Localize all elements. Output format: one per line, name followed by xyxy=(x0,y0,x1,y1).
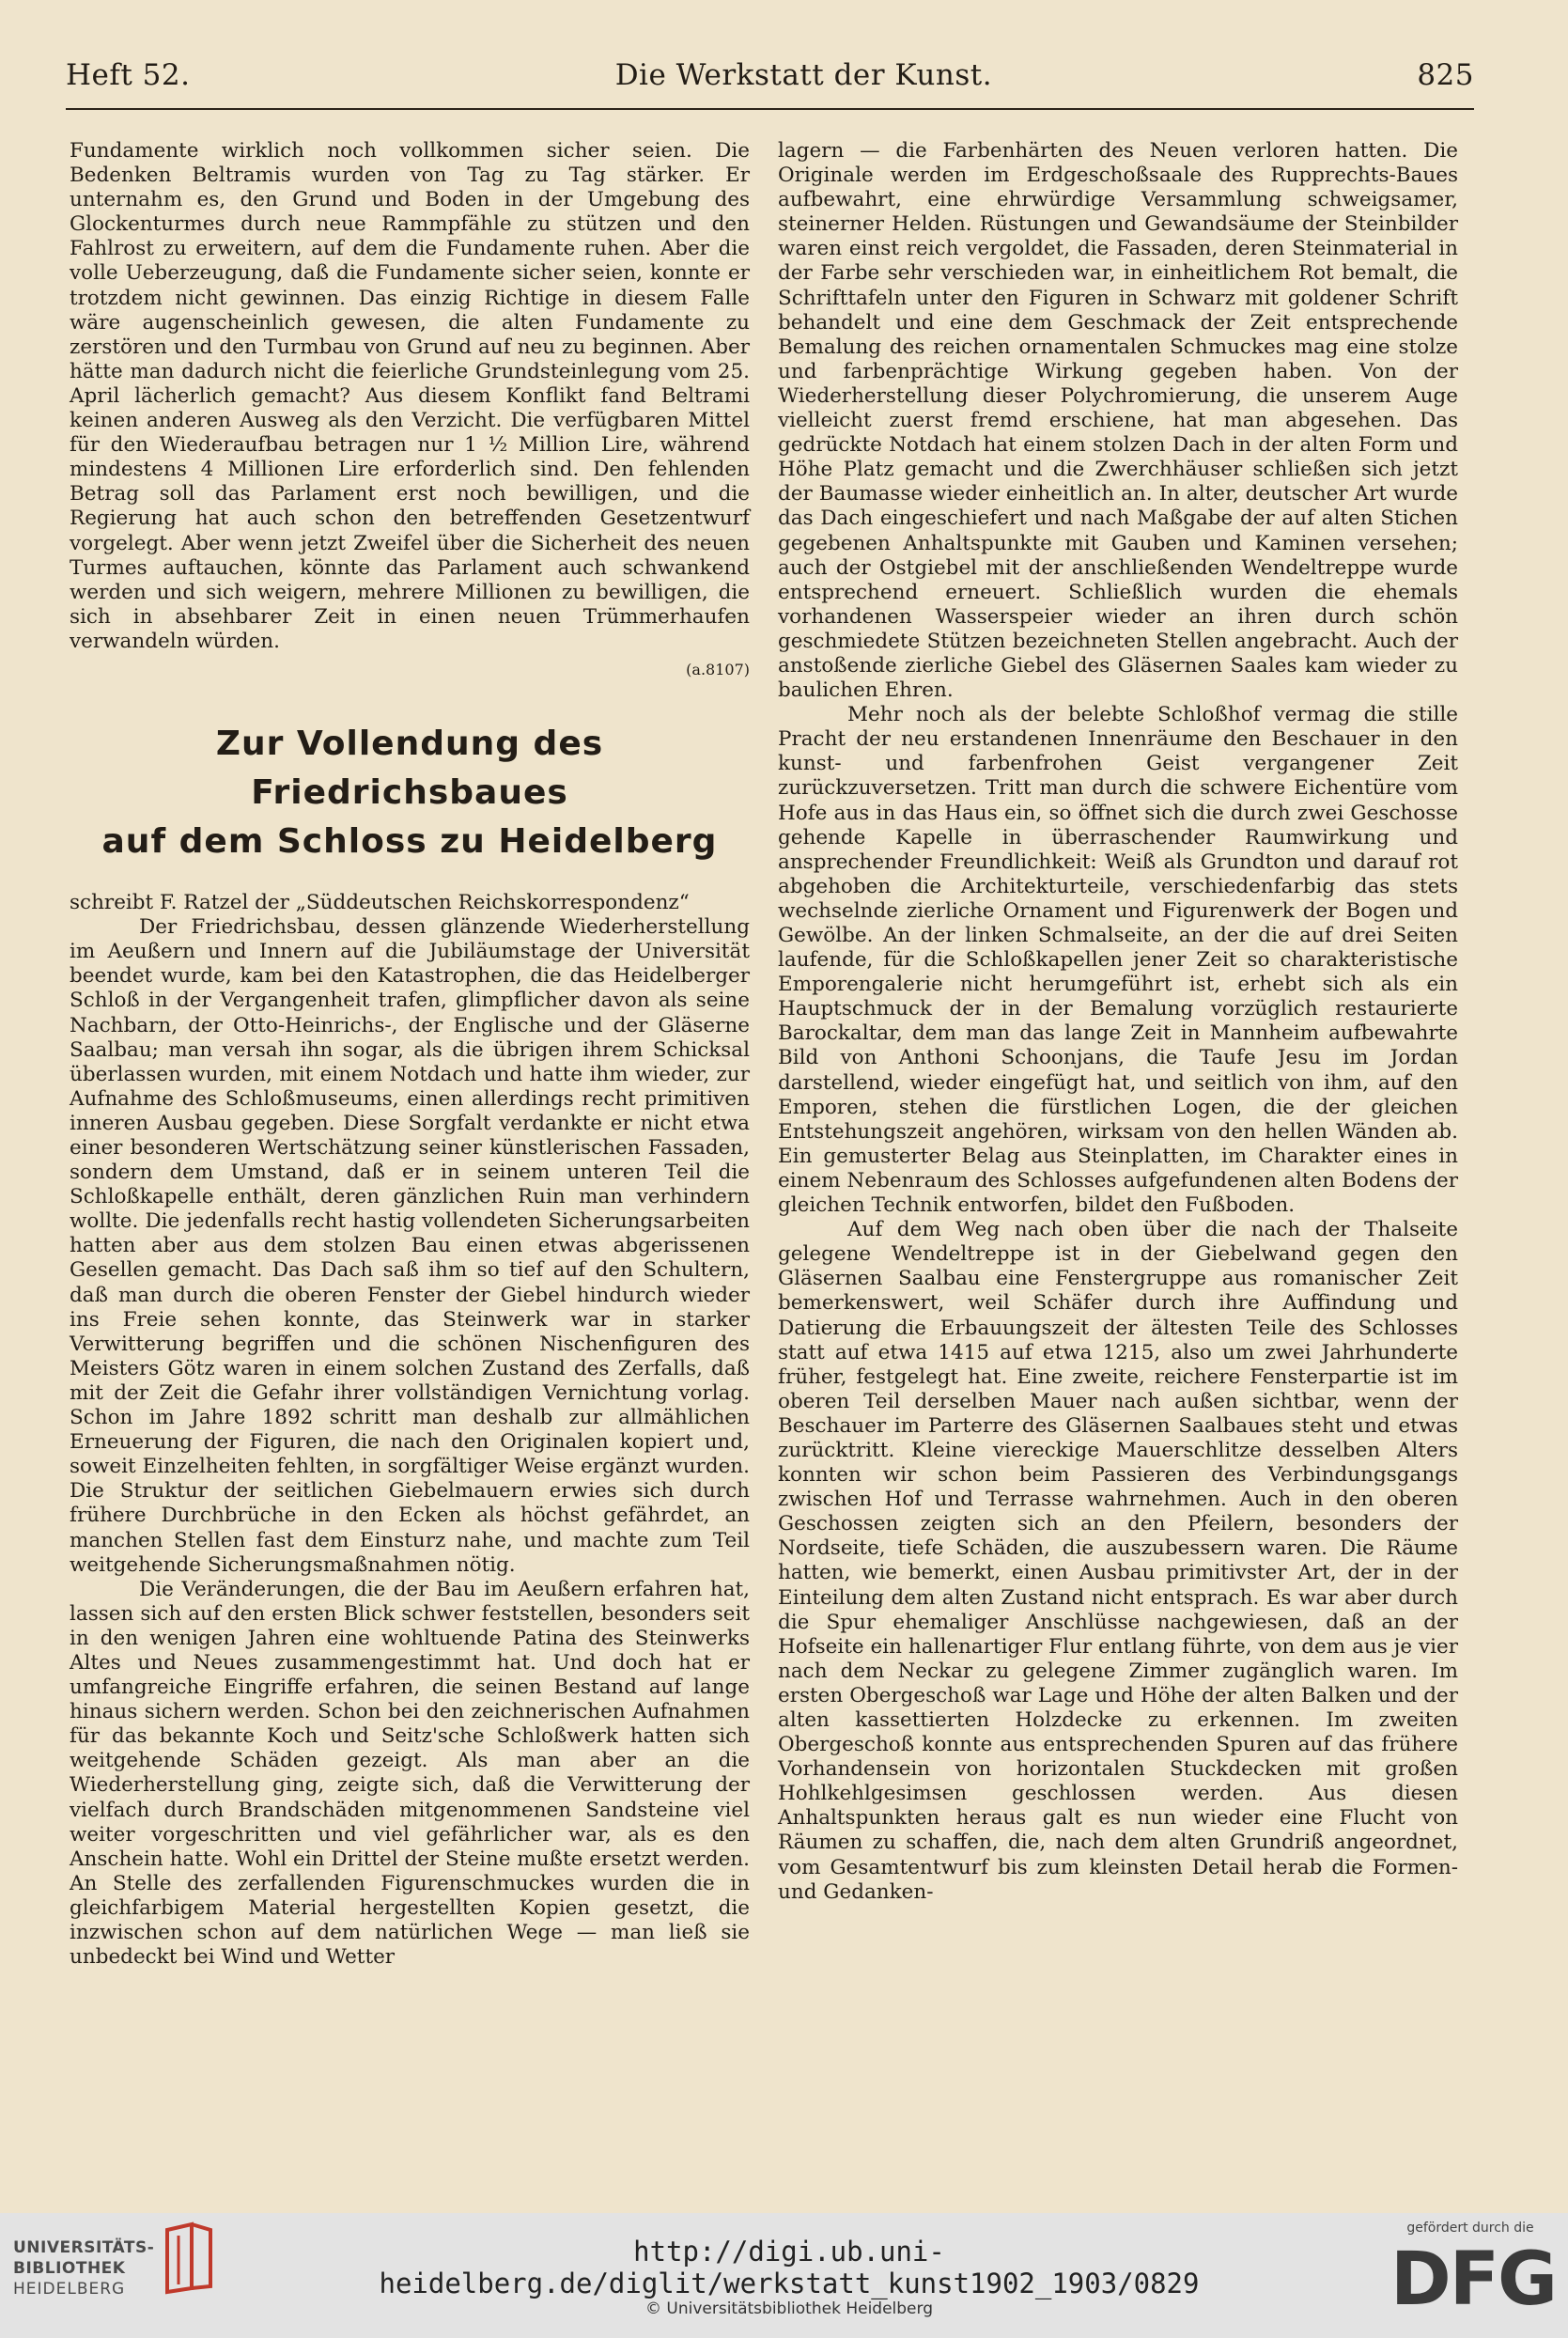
left-column xyxy=(70,139,750,1970)
article-title-line-1: Zur Vollendung des Friedrichsbaues xyxy=(215,725,604,813)
article-title-line-2: auf dem Schloss zu Heidelberg xyxy=(101,822,718,862)
article-paragraph: lagern — die Farbenhärten des Neuen verloren hatten. Die Originale werden im Erdgeschoßsaale des Rupprechts-Baues aufbewahrt, eine ehrwürdige Versammlung schweigsamer, steinerner Helden. Rüstungen und Gewandsäume der Steinbilder waren einst reich vergoldet, die Fassaden, deren Steinmaterial in der Farbe sehr verschieden war, in einheitlichem Rot bemalt, die Schrifttafeln unter den Figuren in Schwarz mit goldener Schrift behandelt und eine dem Geschmack der Zeit entsprechende Bemalung des reichen ornamentalen Schmuckes mag eine stolze und farbenprächtige Wirkung gegeben haben. Von der Wiederherstellung dieser Polychromierung, die unserem Auge vielleicht zuerst fremd erschiene, hat man abgesehen. Das gedrückte Notdach hat einem stolzen Dach in der alten Form und Höhe Platz gemacht und die Zwerchhäuser schließen sich jetzt der Baumasse wieder einheitlich an. In alter, deutscher Art wurde das Dach eingeschiefert und nach Maßgabe der auf alten Stichen gegebenen Anhaltspunkte mit Gauben und Kaminen versehen; auch der Ostgiebel mit der anschließenden Wendeltreppe wurde entsprechend erneuert. Schließlich wurden die ehemals vorhandenen Wasserspeier wieder an ihren durch schön geschmiedete Stützen bezeichneten Stellen angebracht. Auch der anstoßende zierliche Giebel des Gläsernen Saales kam wieder zu baulichen Ehren. xyxy=(778,139,1458,703)
article-signature: (a.8107) xyxy=(686,660,750,678)
page-number: 825 xyxy=(1417,58,1474,92)
intro-paragraph: Fundamente wirklich noch vollkommen sicher seien. Die Bedenken Beltramis wurden von Tag zu Tag stärker. Er unternahm es, den Grund und Boden in der Umgebung des Glockenturmes durch neue Rammpfähle zu stützen und den Fahlrost zu erweitern, auf dem die Fundamente ruhen. Aber die volle Ueberzeugung, daß die Fundamente sicher seien, konnte er trotzdem nicht gewinnen. Das einzig Richtige in diesem Falle wäre augenscheinlich gewesen, die alten Fundamente zu zerstören und den Turmbau von Grund auf neu zu beginnen. Aber hätte man dadurch nicht die feierliche Grundsteinlegung vom 25. April lächerlich gemacht? Aus diesem Konflikt fand Beltrami keinen anderen Ausweg als den Verzicht. Die verfügbaren Mittel für den Wiederaufbau betragen nur 1 ½ Million Lire, während mindestens 4 Millionen Lire erforderlich sind. Den fehlenden Betrag soll das Parlament erst noch bewilligen, und die Regierung hat auch schon den betreffenden Gesetzentwurf vorgelegt. Aber wenn jetzt Zweifel über die Sicherheit des neuen Turmes auftauchen, könnte das Parlament auch schwankend werden und sich weigern, mehrere Millionen zu bewilligen, die sich in absehbarer Zeit in einen neuen Trümmerhaufen verwandeln würden. xyxy=(70,139,750,653)
header-rule xyxy=(66,108,1474,110)
funding-note: gefördert durch die xyxy=(1406,2221,1534,2236)
article-paragraph: Die Veränderungen, die der Bau im Aeußern erfahren hat, lassen sich auf den ersten Blick schwer feststellen, besonders seit in den wenigen Jahren eine wohltuende Patina des Steinwerks Altes und Neues zusammengestimmt hat. Und doch hat er umfangreiche Eingriffe erfahren, die seinen Bestand auf lange hinaus sichern werden. Schon bei den zeichnerischen Aufnahmen für das bekannte Koch und Seitz'sche Schloßwerk hatten sich weitgehende Schäden gezeigt. Als man aber an die Wiederherstellung ging, zeigte sich, daß die Verwitterung der vielfach durch Brandschäden mitgenommenen Sandsteine viel weiter vorgeschritten und viel gefährlicher war, als es den Anschein hatte. Wohl ein Drittel der Steine mußte ersetzt werden. An Stelle des zerfallenden Figurenschmuckes wurden die in gleichfarbigem Material hergestellten Kopien gesetzt, die inzwischen schon auf dem natürlichen Wege — man ließ sie unbedeckt bei Wind und Wetter xyxy=(70,1577,750,1970)
library-emblem-icon xyxy=(160,2221,216,2296)
article-paragraph: Auf dem Weg nach oben über die nach der Thalseite gelegene Wendeltreppe ist in der Giebelwand gegen den Gläsernen Saalbau eine Fenstergruppe aus romanischer Zeit bemerkenswert, weil Schäfer durch ihre Auffindung und Datierung die Erbauungszeit der ältesten Teile des Schlosses statt auf etwa 1415 auf etwa 1215, also um zwei Jahrhunderte früher, festgelegt hat. Eine zweite, reichere Fensterpartie ist im oberen Teil derselben Mauer nach außen sichtbar, wenn der Beschauer im Parterre des Gläsernen Saalbaues steht und etwas zurücktritt. Kleine viereckige Mauerschlitze desselben Alters konnten wir schon beim Passieren des Verbindungsgangs zwischen Hof und Terrasse wahrnehmen. Auch in den oberen Geschossen zeigten sich an den Pfeilern, besonders der Nordseite, tiefe Schäden, die auszubessern waren. Die Räume hatten, wie bemerkt, einen Ausbau primitivster Art, der in der Einteilung dem alten Zustand nicht entsprach. Es war aber durch die Spur ehemaliger Anschlüsse nachgewiesen, daß an der Hofseite ein hallenartiger Flur entlang führte, von dem aus je vier nach dem Neckar zu gelegene Zimmer zugänglich waren. Im ersten Obergeschoß war Lage und Höhe der alten Balken und der alten kassettierten Holzdecke zu erkennen. Im zweiten Obergeschoß konnte aus entsprechenden Spuren auf das frühere Vorhandensein von horizontalen Stuckdecken mit großen Hohlkehlgesimsen geschlossen werden. Aus diesen Anhaltspunkten heraus galt es nun wieder eine Flucht von Räumen zu schaffen, die, nach dem alten Grundriß angeordnet, vom Gesamtentwurf bis zum kleinsten Detail herab die Formen- und Gedanken- xyxy=(778,1218,1458,1904)
running-header xyxy=(66,58,1474,101)
journal-title: Die Werkstatt der Kunst. xyxy=(614,58,993,92)
article-byline: schreibt F. Ratzel der „Süddeutschen Reichskorrespondenz“ xyxy=(70,891,690,915)
right-column xyxy=(778,139,1458,1905)
permalink-url[interactable]: http://digi.ub.uni-heidelberg.de/diglit/werkstatt_kunst1902_1903/0829 xyxy=(379,2236,1200,2299)
copyright-notice: © Universitätsbibliothek Heidelberg xyxy=(644,2299,933,2318)
library-name-line-2: BIBLIOTHEK xyxy=(13,2259,126,2278)
dfg-logo[interactable]: DFG xyxy=(1390,2237,1557,2322)
viewer-footer xyxy=(0,2213,1568,2338)
article-paragraph: Der Friedrichsbau, dessen glänzende Wiederherstellung im Aeußern und Innern auf die Jubiläumstage der Universität beendet wurde, kam bei den Katastrophen, die das Heidelberger Schloß in der Vergangenheit trafen, glimpflicher davon als seine Nachbarn, der Otto-Heinrichs-, der Englische und der Gläserne Saalbau; man versah ihn sogar, als die übrigen ihrem Schicksal überlassen wurden, mit einem Notdach und hatte ihm wieder, zur Aufnahme des Schloßmuseums, einen allerdings recht primitiven inneren Ausbau gegeben. Diese Sorgfalt verdankte er nicht etwa einer besonderen Wertschätzung seiner künstlerischen Fassaden, sondern dem Umstand, daß er in seinem unteren Teil die Schloßkapelle enthält, deren gänzlichen Ruin man verhindern wollte. Die jedenfalls recht hastig vollendeten Sicherungsarbeiten hatten aber aus dem stolzen Bau einen etwas abgerissenen Gesellen gemacht. Das Dach saß ihm so tief auf den Schultern, daß man durch die oberen Fenster der Giebel hindurch wieder ins Freie sehen konnte, das Steinwerk war in starker Verwitterung begriffen und die schönen Nischenfiguren des Meisters Götz waren in einem solchen Zustand des Zerfalls, daß mit der Zeit die Gefahr ihrer vollständigen Vernichtung vorlag. Schon im Jahre 1892 schritt man deshalb zur allmählichen Erneuerung der Figuren, die nach den Originalen kopiert und, soweit Einzelheiten fehlten, in sorgfältiger Weise ergänzt wurden. Die Struktur der seitlichen Giebelmauern erwies sich durch frühere Durchbrüche in den Ecken als höchst gefährdet, an manchen Stellen fast dem Einsturz nahe, und machte zum Teil weitgehende Sicherungsmaßnahmen nötig. xyxy=(70,915,750,1577)
issue-number: Heft 52. xyxy=(66,58,191,92)
library-name-line-3: HEIDELBERG xyxy=(13,2280,126,2299)
signature-line xyxy=(70,654,750,682)
article-title xyxy=(70,720,750,866)
library-name-line-1: UNIVERSITÄTS- xyxy=(13,2238,155,2257)
article-paragraph: Mehr noch als der belebte Schloßhof vermag die stille Pracht der neu erstandenen Innenräume den Beschauer in den kunst- und farbenfrohen Geist vergangener Zeit zurückzuversetzen. Tritt man durch die schwere Eichentüre vom Hofe aus in das Haus ein, so öffnet sich die durch zwei Geschosse gehende Kapelle in überraschender Raumwirkung und ansprechender Freundlichkeit: Weiß als Grundton und darauf rot abgehoben die Architekturteile, verschiedenfarbig das stets wechselnde zierliche Ornament und Figurenwerk der Bogen und Gewölbe. An der linken Schmalseite, an der die auf drei Seiten laufende, für die Schloßkapellen jener Zeit so charakteristische Emporengalerie nicht herumgeführt ist, erhebt sich als ein Hauptschmuck der in der Bemalung vorzüglich restaurierte Barockaltar, dem man das lange Zeit in Mannheim aufbewahrte Bild von Anthoni Schoonjans, die Taufe Jesu im Jordan darstellend, wieder eingefügt hat, und seitlich von ihm, auf den Emporen, stehen die fürstlichen Logen, die der gleichen Entstehungszeit angehören, wirksam von den hellen Wänden ab. Ein gemusterter Belag aus Steinplatten, im Charakter eines in einem Nebenraum des Schlosses aufgefundenen alten Bodens der gleichen Technik entworfen, bildet den Fußboden. xyxy=(778,703,1458,1218)
